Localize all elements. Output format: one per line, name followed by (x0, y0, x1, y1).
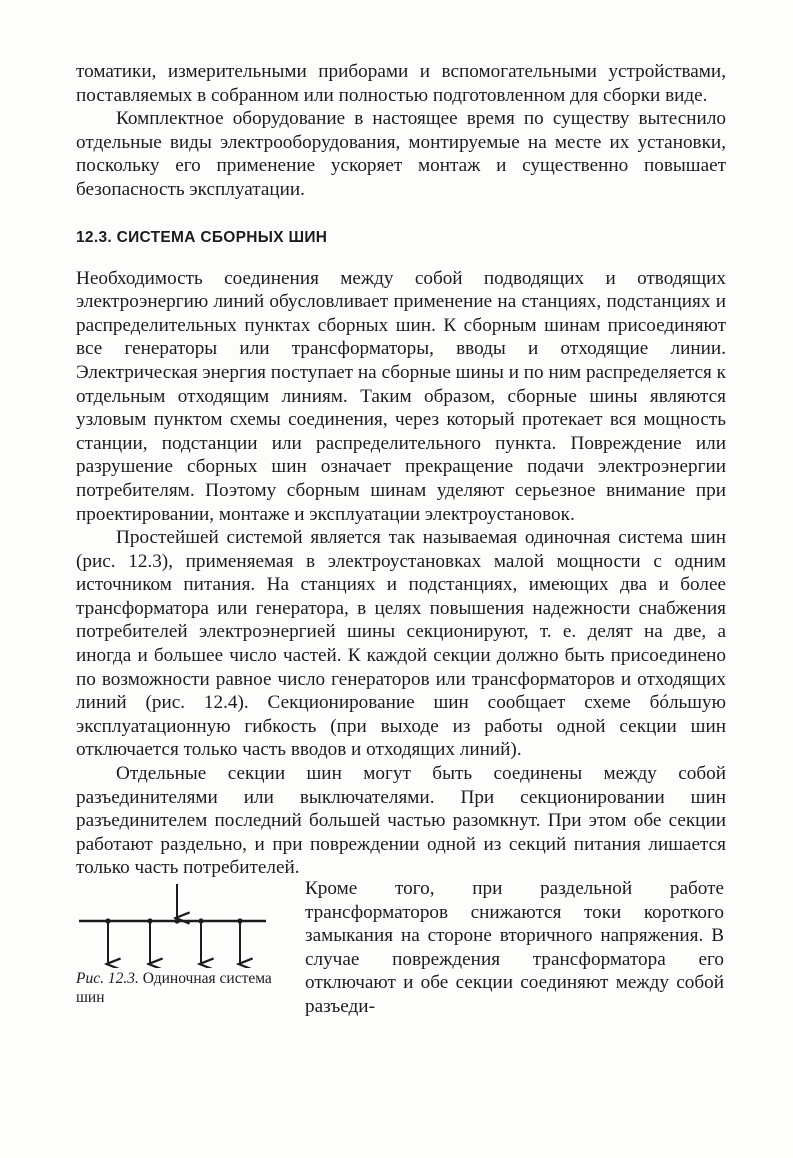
paragraph-single-bus-system: Простейшей системой является так называемая одиночная система шин (рис. 12.3), применяемая в электроустановках малой мощности с одним источником питания. На станциях и подстанциях, имеющих два и более трансформатора или генератора, в целях повышения надежности снабжения потребителей электроэнергией шины секционируют, т. е. делят на две, а иногда и большее число частей. К каждой секции должно быть присоединено по возможности равное число генераторов или трансформаторов и отходящих линий (рис. 12.4). Секционирование шин сообщает схеме бóльшую эксплуатационную гибкость (при выходе из работы одной секции шин отключается только часть вводов и отходящих линий). (76, 527, 726, 761)
figure-caption-number: Рис. 12.3. (76, 970, 139, 987)
page-content (76, 60, 726, 1020)
figure-block (76, 880, 726, 1020)
junction-dot (147, 918, 152, 923)
single-bus-diagram (76, 880, 286, 968)
figure-caption (76, 969, 286, 1007)
figure-caption-text: Одиночная система шин (76, 970, 272, 1006)
paragraph-bus-sections: Отдельные секции шин могут быть соединены между собой разъединителями или выключателями. При секционировании шин разъединителем последний большей частью разомкнут. При этом обе секции работают раздельно, и при повреждении одной из секций питания лишается только часть потребителей. (76, 763, 726, 879)
paragraph-beside-figure: Кроме того, при раздельной работе трансформаторов снижаются токи короткого замыкания на стороне вторичного напряжения. В случае повреждения трансформатора его отключают и обе секции соединяют между собой разъеди- (305, 878, 724, 1017)
junction-dot (174, 918, 179, 923)
junction-dot (105, 918, 110, 923)
paragraph-busbar-purpose: Необходимость соединения между собой подводящих и отводящих электроэнергию линий обусловливает применение на станциях, подстанциях и распределительных пунктах сборных шин. К сборным шинам присоединяют все генераторы или трансформаторы, вводы и отходящие линии. Электрическая энергия поступает на сборные шины и по ним распределяется к отдельным отходящим линиям. Таким образом, сборные шины являются узловым пунктом схемы соединения, через который протекает вся мощность станции, подстанции или распределительного пункта. Повреждение или разрушение сборных шин означает прекращение подачи электроэнергии потребителям. Поэтому сборным шинам уделяют серьезное внимание при проектировании, монтаже и эксплуатации электроустановок. (76, 267, 726, 525)
figure-single-bus-diagram (76, 880, 286, 968)
paragraph-continuation: томатики, измерительными приборами и вспомогательными устройствами, поставляемых в собранном или полностью подготовленном для сборки виде. (76, 61, 726, 106)
junction-dot (198, 918, 203, 923)
junction-dot (237, 918, 242, 923)
section-heading: 12.3. СИСТЕМА СБОРНЫХ ШИН (76, 228, 328, 246)
paragraph-complete-equipment: Комплектное оборудование в настоящее время по существу вытеснило отдельные виды электрооборудования, монтируемые на месте их установки, поскольку его применение ускоряет монтаж и существенно повышает безопасность эксплуатации. (76, 108, 726, 200)
